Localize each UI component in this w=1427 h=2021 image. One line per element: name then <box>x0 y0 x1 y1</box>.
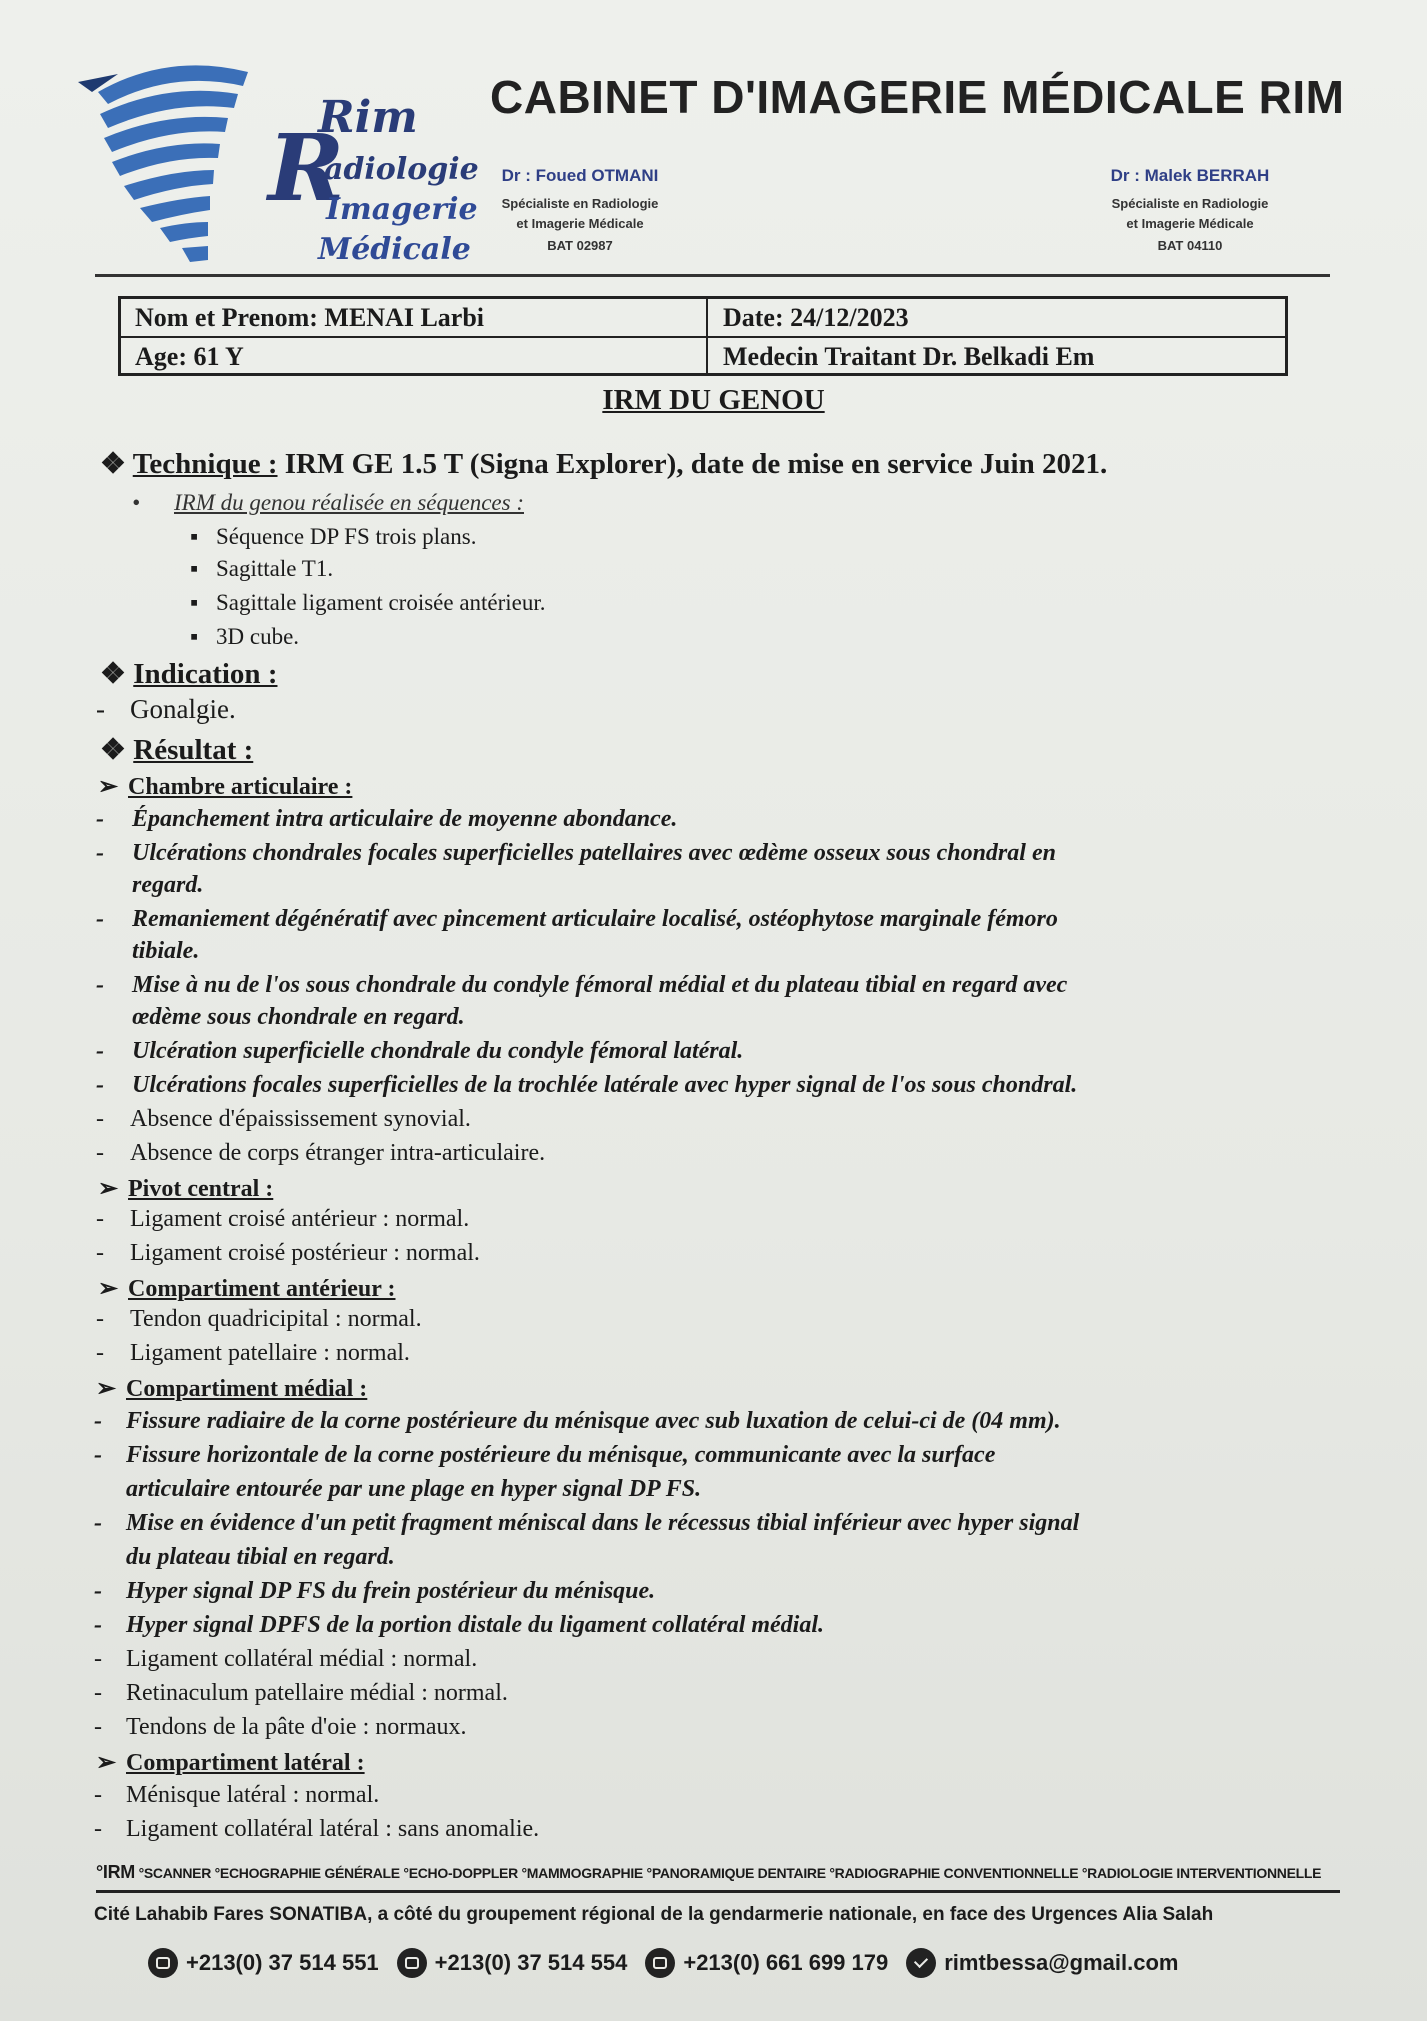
table-horizontal-divider <box>121 336 1285 338</box>
doctor-right-spec2: et Imagerie Médicale <box>1126 216 1254 231</box>
anterieur-label: Compartiment antérieur : <box>128 1276 396 1302</box>
finding-continuation: œdème sous chondrale en regard. <box>132 1004 465 1030</box>
finding-item <box>96 1206 469 1233</box>
finding-text: Mise en évidence d'un petit fragment méniscal dans le récessus tibial inférieur avec hyper signal <box>126 1510 1080 1536</box>
finding-text: Hyper signal DP FS du frein postérieur du ménisque. <box>126 1578 656 1604</box>
patient-age: Age: 61 Y <box>135 342 244 371</box>
finding-item <box>96 1106 471 1133</box>
lateral-heading <box>96 1748 365 1777</box>
dash-icon: - <box>96 1240 104 1266</box>
finding-text: Ménisque latéral : normal. <box>126 1782 380 1808</box>
phone-2: +213(0) 37 514 554 <box>434 1950 628 1975</box>
dash-icon: - <box>96 806 104 832</box>
arrow-bullet-icon: ➢ <box>98 1176 119 1202</box>
dash-icon: - <box>94 1442 102 1468</box>
arrow-bullet-icon: ➢ <box>98 774 119 800</box>
finding-item <box>96 1072 1077 1099</box>
dot-bullet-icon: • <box>132 490 141 515</box>
arrow-bullet-icon: ➢ <box>96 1750 117 1776</box>
pivot-label: Pivot central : <box>128 1176 274 1202</box>
finding-text: Mise à nu de l'os sous chondrale du condyle fémoral médial et du plateau tibial en regard avec <box>132 972 1068 998</box>
indication-text: Gonalgie. <box>130 694 236 724</box>
finding-text: Ligament collatéral latéral : sans anomalie. <box>126 1816 540 1842</box>
dash-icon: - <box>96 972 104 998</box>
arrow-bullet-icon: ➢ <box>96 1376 117 1402</box>
doctor-left-spec2: et Imagerie Médicale <box>516 216 644 231</box>
finding-item <box>96 1340 410 1367</box>
footer-modalities <box>96 1862 1321 1883</box>
doctor-left-name: Dr : Foued OTMANI <box>501 166 659 185</box>
exam-date: Date: 24/12/2023 <box>723 303 909 332</box>
finding-item <box>96 1140 545 1167</box>
header-divider <box>95 274 1330 277</box>
medial-heading <box>96 1374 367 1403</box>
finding-text: Ulcération superficielle chondrale du condyle fémoral latéral. <box>132 1038 744 1064</box>
finding-continuation: regard. <box>132 872 204 898</box>
finding-continuation: articulaire entourée par une plage en hyper signal DP FS. <box>126 1476 702 1502</box>
finding-text: Ligament collatéral médial : normal. <box>126 1646 478 1672</box>
square-bullet-icon: ▪ <box>190 624 199 649</box>
sequence-item <box>190 524 476 550</box>
doctor-right-bat: BAT 04110 <box>1157 238 1223 253</box>
doctor-right <box>1080 166 1300 253</box>
technique-bullet <box>132 490 524 516</box>
finding-text: Fissure horizontale de la corne postérieure du ménisque, communicante avec la surface <box>126 1442 996 1468</box>
sequence-text: Sagittale ligament croisée antérieur. <box>216 590 546 615</box>
finding-item <box>94 1782 379 1809</box>
finding-item <box>94 1408 1061 1435</box>
sequence-item <box>190 556 333 582</box>
logo-rim-text: Rim <box>318 92 418 143</box>
dash-icon: - <box>94 1714 102 1740</box>
finding-text: Ulcérations chondrales focales superficielles patellaires avec œdème osseux sous chondral en <box>132 840 1056 866</box>
finding-item <box>96 1306 422 1333</box>
patient-name: Nom et Prenom: MENAI Larbi <box>135 303 485 332</box>
dash-icon: - <box>94 1408 102 1434</box>
dash-icon: - <box>96 1106 104 1132</box>
email-icon <box>906 1948 936 1978</box>
sequence-text: Séquence DP FS trois plans. <box>216 524 477 549</box>
finding-text: Ligament croisé postérieur : normal. <box>130 1240 480 1266</box>
technique-bullet-text: IRM du genou réalisée en séquences : <box>174 490 524 515</box>
doctor-right-spec1: Spécialiste en Radiologie <box>1111 196 1269 211</box>
treating-doctor: Medecin Traitant Dr. Belkadi Em <box>723 342 1095 371</box>
finding-item <box>96 806 677 833</box>
footer-modalities-text: °SCANNER °ECHOGRAPHIE GÉNÉRALE °ECHO-DOPPLER °MAMMOGRAPHIE °PANORAMIQUE DENTAIRE °RADIOGRAPHIE CONVENTIONNELLE °RADIOLOGIE INTERVENTIONNELLE <box>135 1865 1322 1881</box>
sequence-item <box>190 590 546 616</box>
finding-continuation: du plateau tibial en regard. <box>126 1544 395 1570</box>
indication-section <box>100 656 277 691</box>
dash-icon: - <box>96 1072 104 1098</box>
finding-item <box>94 1612 824 1639</box>
diamond-bullet-icon: ❖ <box>100 734 134 766</box>
square-bullet-icon: ▪ <box>190 590 199 615</box>
logo-imagerie-text: Imagerie <box>326 192 478 227</box>
finding-item <box>96 840 1056 867</box>
finding-item <box>94 1510 1079 1537</box>
dash-icon: - <box>96 1038 104 1064</box>
footer-irm: °IRM <box>96 1862 135 1882</box>
fax-icon <box>397 1948 427 1978</box>
mobile-phone: +213(0) 661 699 179 <box>683 1950 889 1975</box>
dash-icon: - <box>96 694 105 724</box>
finding-item <box>96 1240 480 1267</box>
dash-icon: - <box>96 840 104 866</box>
dash-icon: - <box>94 1782 102 1808</box>
doctor-left-bat: BAT 02987 <box>547 238 613 253</box>
indication-item <box>96 694 236 725</box>
technique-section <box>100 446 1107 481</box>
doctor-right-name: Dr : Malek BERRAH <box>1110 166 1270 185</box>
footer-divider <box>96 1890 1340 1893</box>
dash-icon: - <box>94 1578 102 1604</box>
finding-item <box>94 1680 508 1707</box>
chambre-heading <box>98 772 352 801</box>
resultat-section <box>100 732 253 767</box>
dash-icon: - <box>96 1206 104 1232</box>
sequence-item <box>190 624 299 650</box>
dash-icon: - <box>96 1140 104 1166</box>
finding-text: Tendons de la pâte d'oie : normaux. <box>126 1714 467 1740</box>
mobile-icon <box>645 1948 675 1978</box>
finding-text: Absence d'épaississement synovial. <box>130 1106 471 1132</box>
pivot-heading <box>98 1174 273 1203</box>
finding-item <box>94 1646 477 1673</box>
finding-item <box>96 906 1058 933</box>
dash-icon: - <box>96 1306 104 1332</box>
dash-icon: - <box>96 1340 104 1366</box>
finding-text: Remaniement dégénératif avec pincement articulaire localisé, ostéophytose marginale fémoro <box>132 906 1058 932</box>
finding-text: Retinaculum patellaire médial : normal. <box>126 1680 508 1706</box>
indication-label: Indication : <box>133 658 278 690</box>
sequence-text: Sagittale T1. <box>216 556 334 581</box>
resultat-label: Résultat : <box>133 734 254 766</box>
finding-item <box>96 972 1067 999</box>
finding-text: Épanchement intra articulaire de moyenne abondance. <box>132 806 678 832</box>
finding-text: Absence de corps étranger intra-articulaire. <box>130 1140 546 1166</box>
diamond-bullet-icon: ❖ <box>100 658 134 690</box>
lateral-label: Compartiment latéral : <box>126 1750 365 1776</box>
report-title: IRM DU GENOU <box>602 384 825 416</box>
dash-icon: - <box>94 1510 102 1536</box>
technique-text: IRM GE 1.5 T (Signa Explorer), date de mise en service Juin 2021. <box>277 448 1108 480</box>
finding-text: Hyper signal DPFS de la portion distale du ligament collatéral médial. <box>126 1612 825 1638</box>
logo-radiologie-text: adiologie <box>324 152 479 187</box>
finding-text: Ulcérations focales superficielles de la trochlée latérale avec hyper signal de l'os sous chondral. <box>132 1072 1078 1098</box>
finding-text: Tendon quadricipital : normal. <box>130 1306 422 1332</box>
cabinet-title: CABINET D'IMAGERIE MÉDICALE RIM <box>490 71 1345 123</box>
diamond-bullet-icon: ❖ <box>100 448 133 480</box>
chambre-label: Chambre articulaire : <box>128 774 353 800</box>
patient-info-table <box>118 296 1288 376</box>
email-address: rimtbessa@gmail.com <box>944 1950 1179 1975</box>
dash-icon: - <box>94 1646 102 1672</box>
sequence-text: 3D cube. <box>216 624 300 649</box>
phone-1: +213(0) 37 514 551 <box>186 1950 379 1975</box>
dash-icon: - <box>94 1816 102 1842</box>
medial-label: Compartiment médial : <box>126 1376 368 1402</box>
square-bullet-icon: ▪ <box>190 556 199 581</box>
footer-address: Cité Lahabib Fares SONATIBA, a côté du groupement régional de la gendarmerie nationale, en face des Urgences Alia Salah <box>94 1904 1214 1925</box>
dash-icon: - <box>94 1680 102 1706</box>
finding-item <box>94 1816 539 1843</box>
logo-r-letter: R <box>268 114 345 222</box>
dash-icon: - <box>94 1612 102 1638</box>
finding-item <box>94 1442 995 1469</box>
finding-item <box>94 1578 655 1605</box>
logo-medicale-text: Médicale <box>318 232 471 267</box>
finding-item <box>96 1038 743 1065</box>
arrow-bullet-icon: ➢ <box>98 1276 119 1302</box>
dash-icon: - <box>96 906 104 932</box>
clinic-logo <box>78 52 479 267</box>
doctor-left <box>480 166 680 253</box>
square-bullet-icon: ▪ <box>190 524 199 549</box>
anterieur-heading <box>98 1274 396 1303</box>
phone-icon <box>148 1948 178 1978</box>
finding-continuation: tibiale. <box>132 938 200 964</box>
technique-label: Technique : <box>132 448 278 480</box>
finding-item <box>94 1714 467 1741</box>
footer-contacts <box>148 1948 1196 1978</box>
finding-text: Ligament patellaire : normal. <box>130 1340 410 1366</box>
finding-text: Fissure radiaire de la corne postérieure du ménisque avec sub luxation de celui-ci de (04 mm). <box>126 1408 1061 1434</box>
finding-text: Ligament croisé antérieur : normal. <box>130 1206 470 1232</box>
doctor-left-spec1: Spécialiste en Radiologie <box>501 196 659 211</box>
